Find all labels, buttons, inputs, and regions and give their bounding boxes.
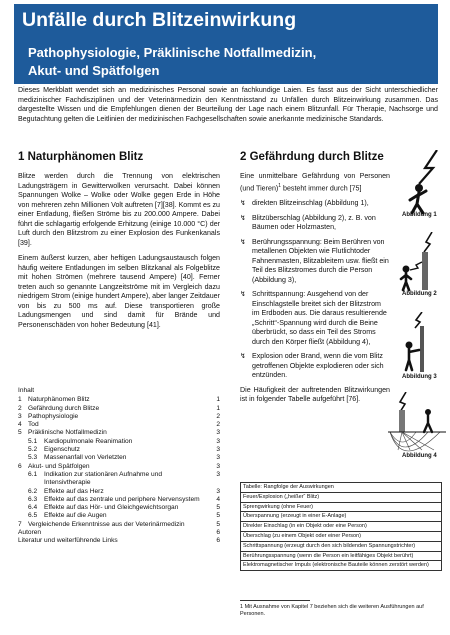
toc-item-page: 2 (216, 412, 220, 420)
toc-item (18, 421, 220, 429)
toc-item-title: Akut- und Spätfolgen (28, 462, 90, 470)
toc-item-page: 6 (216, 529, 220, 537)
toc-item-title: Vergleichende Erkenntnisse aus der Veterinärmedizin (28, 520, 185, 528)
toc-item-page: 5 (216, 504, 220, 512)
toc-item-page: 3 (216, 487, 220, 495)
toc-item-title: Effekte auf das Herz (44, 487, 104, 495)
toc-heading: Inhalt (18, 387, 35, 394)
toc-item-title: Effekte auf das Hör- und Gleichgewichtsorgan (44, 504, 179, 512)
toc-item-title: Effekte auf die Augen (44, 512, 107, 520)
hazard-list-item (240, 290, 390, 347)
table-row: Sprengwirkung (ohne Feuer) (241, 502, 441, 512)
toc-item (18, 521, 220, 529)
table-row: Direkter Einschlag (in ein Objekt oder eine Person) (241, 521, 441, 531)
title-banner (14, 4, 438, 84)
toc-item (18, 429, 220, 437)
toc-item-page: 3 (216, 446, 220, 454)
lightning-bullet-icon: ↯ (240, 237, 246, 246)
toc-item-title: Tod (28, 421, 39, 429)
section-2-intro-a: Eine unmittelbare Gefährdung von Personen (und Tieren) (240, 172, 390, 192)
hazard-list-item (240, 238, 390, 286)
toc-item-title: Kardiopulmonale Reanimation (44, 437, 133, 445)
toc-item (18, 504, 220, 512)
footnote-ref: 1 (278, 182, 282, 189)
section-1-paragraph-1: Blitze werden durch die Trennung von elektrischen Ladungsträgern in Gewitterwolken verursacht. Dabei können Spannungen Wolke – Wolke oder Wolke gegen Erde in Höhe von mehreren zehn Millionen Volt auftreten [7][38]. Kommt es zu einer Entladung, fließen Ströme bis zu 200.000 Ampere. Dabei führt die schlagartig erfolgende Erhitzung (einige 10.000 °C) der Luft durch den Blitzstrom zu einer Explosion des Funkenkanals [39]. (18, 172, 220, 247)
toc-item-title: Effekte auf das zentrale und periphere Nervensystem (44, 495, 200, 503)
toc-item-number: 6.5 (28, 512, 38, 520)
toc-item-number: 6.2 (28, 487, 38, 495)
hazard-list-item (240, 352, 390, 381)
toc-item-number: 4 (18, 421, 22, 429)
table-row: Schrittspannung (erzeugt durch den sich bildenden Spannungstrichter) (241, 541, 441, 551)
toc-item-page: 3 (216, 429, 220, 437)
hazard-list-item-text: Berührungsspannung: Beim Berühren von metallenen Objekten wie Flutlichtoder Fahnenmasten, Blitzableitern usw. fließt ein Teil des Blitzstromes durch die Person (Abbildung 3), (252, 237, 389, 284)
toc-item-number: 5.1 (28, 437, 38, 445)
footnote-text: 1 Mit Ausnahme von Kapitel 7 beziehen sich die weiteren Ausführungen auf Personen. (240, 604, 424, 617)
section-2-intro-b: besteht immer durch [75] (281, 183, 362, 192)
toc-item-page: 3 (216, 462, 220, 470)
subtitle-line-2: Akut- und Spätfolgen (28, 63, 160, 78)
toc-item (18, 454, 220, 462)
footnote (240, 600, 440, 618)
intro-paragraph: Dieses Merkblatt wendet sich an medizinisches Personal sowie an fachkundige Laien. Es fasst aus der Sicht unterschiedlicher medizinischer Fachdisziplinen und der Veterinärmedizin den Kenntnisstand zu Unfällen durch Blitzeinwirkung zusammen. Das dargestellte Wissen und die Empfehlungen dienen der Beurteilung der Lage nach einem Blitzunfall. Für Therapie, Nachsorge und Begutachtung gelten die Leitlinien der medizinischen Fachgesellschaften sowie anerkannte medizinische Standards. (18, 86, 438, 123)
table-header: Tabelle: Rangfolge der Auswirkungen (243, 484, 334, 490)
toc-item-page: 4 (216, 495, 220, 503)
toc-item-page: 1 (216, 404, 220, 412)
figure-4-step-voltage-illustration (388, 392, 446, 452)
toc-item (18, 537, 220, 545)
section-1-paragraph-2: Einem äußerst kurzen, aber heftigen Ladungsaustausch folgen häufig weitere Entladungen im selben Blitzkanal als Folgeblitze mit hohen Strömen (mehrere tausend Ampere) [40]. Ferner treten auch so genannte Langzeitströme mit im Vergleich dazu niedrigem Strom (einige hundert Ampere), aber langer Zeitdauer von bis zu 500 ms auf. Diese transportieren große Ladungsmengen und sind damit für Brände und Personenschäden von hoher Bedeutung [41]. (18, 254, 220, 329)
figure-1-direct-strike-illustration (395, 150, 445, 215)
hazard-list (240, 199, 390, 381)
hazard-list-item (240, 214, 390, 233)
toc-item (18, 512, 220, 520)
table-row: Feuer/Explosion („heißer“ Blitz) (241, 492, 441, 502)
toc-item-number: 6.1 (28, 470, 38, 478)
effects-table (240, 482, 442, 571)
subtitle-line-1: Pathophysiologie, Präklinische Notfallmedizin, (28, 45, 317, 60)
toc-item (18, 396, 220, 404)
toc-item-number: 6.3 (28, 495, 38, 503)
toc-item-number: 2 (18, 404, 22, 412)
toc-item-page: 3 (216, 470, 220, 478)
hazard-list-item-text: Explosion oder Brand, wenn die vom Blitz getroffenen Objekte explodieren oder sich entzünden. (252, 352, 384, 380)
toc-item (18, 405, 220, 413)
toc-item (18, 463, 220, 471)
toc-item-page: 3 (216, 454, 220, 462)
table-row: Überspannung (erzeugt in einer E-Anlage) (241, 511, 441, 521)
toc-item (18, 488, 220, 496)
toc-item-title: Massenanfall von Verletzten (44, 454, 127, 462)
table-row: Überschlag (zu einem Objekt oder einer Person) (241, 531, 441, 541)
page-subtitle (28, 44, 316, 80)
figure-1-caption: Abbildung 1 (402, 212, 437, 218)
toc-list (18, 396, 220, 545)
toc-item (18, 529, 220, 537)
hazard-list-item-text: Schrittspannung: Ausgehend von der Einschlagstelle breitet sich der Blitzstrom im Erdboden aus. Die daraus resultierende „Schritt“-Spannung wird durch die Beine überbrückt, so dass ein Teil des Stroms durch den Körper fließt (Abbildung 4), (252, 290, 387, 346)
toc-item-number: 1 (18, 396, 22, 404)
table-of-contents (18, 387, 220, 546)
toc-item-number: 5.3 (28, 454, 38, 462)
hazard-list-item-text: direkten Blitzeinschlag (Abbildung 1), (252, 199, 369, 208)
page-title: Unfälle durch Blitzeinwirkung (22, 9, 297, 31)
toc-item-page: 5 (216, 512, 220, 520)
lightning-bullet-icon: ↯ (240, 213, 246, 222)
footnote-rule (240, 600, 310, 601)
toc-item-page: 2 (216, 421, 220, 429)
lightning-bullet-icon: ↯ (240, 199, 246, 208)
lightning-bullet-icon: ↯ (240, 352, 246, 361)
table-row: Elektromagnetischer Impuls (elektronische Bauteile können zerstört werden) (241, 560, 441, 570)
toc-item-number: 6.4 (28, 504, 38, 512)
toc-item-page: 5 (216, 520, 220, 528)
toc-item-title: Literatur und weiterführende Links (18, 537, 118, 545)
figure-2-caption: Abbildung 2 (402, 291, 437, 297)
section-2-outro: Die Häufigkeit der auftretenden Blitzwirkungen ist in folgender Tabelle aufgeführt [76]. (240, 385, 390, 404)
toc-item-page: 1 (216, 396, 220, 404)
toc-item (18, 496, 220, 504)
figure-4-caption: Abbildung 4 (402, 453, 437, 459)
toc-item-number: 5 (18, 429, 22, 437)
hazard-list-item (240, 199, 390, 209)
toc-item-number: 3 (18, 412, 22, 420)
toc-item-title: Naturphänomen Blitz (28, 396, 90, 404)
section-2 (240, 150, 390, 405)
toc-item-title: Autoren (18, 529, 42, 537)
figure-3-caption: Abbildung 3 (402, 374, 437, 380)
figure-3-touch-voltage-illustration (394, 312, 444, 374)
toc-item-page: 6 (216, 537, 220, 545)
section-1 (18, 150, 220, 330)
table-row: Berührungsspannung (wenn die Person ein leitfähiges Objekt berührt) (241, 551, 441, 561)
toc-item (18, 471, 220, 488)
toc-item-page: 3 (216, 437, 220, 445)
section-2-heading: 2 Gefährdung durch Blitze (240, 151, 384, 163)
toc-item-number: 6 (18, 462, 22, 470)
hazard-list-item-text: Blitzüberschlag (Abbildung 2), z. B. von Bäumen oder Holzmasten, (252, 213, 376, 232)
toc-item-title: Präklinische Notfallmedizin (28, 429, 107, 437)
toc-item-title: Indikation zur stationären Aufnahme und Intensivtherapie (44, 470, 163, 487)
section-1-heading: 1 Naturphänomen Blitz (18, 151, 144, 163)
toc-item (18, 446, 220, 454)
toc-item-number: 7 (18, 520, 22, 528)
toc-item-title: Eigenschutz (44, 446, 80, 454)
toc-item (18, 413, 220, 421)
section-2-intro (240, 172, 390, 193)
toc-item-number: 5.2 (28, 446, 38, 454)
toc-item (18, 438, 220, 446)
figure-2-side-flash-illustration (394, 232, 444, 292)
toc-item-title: Pathophysiologie (28, 412, 79, 420)
lightning-bullet-icon: ↯ (240, 290, 246, 299)
toc-item-title: Gefährdung durch Blitze (28, 404, 100, 412)
